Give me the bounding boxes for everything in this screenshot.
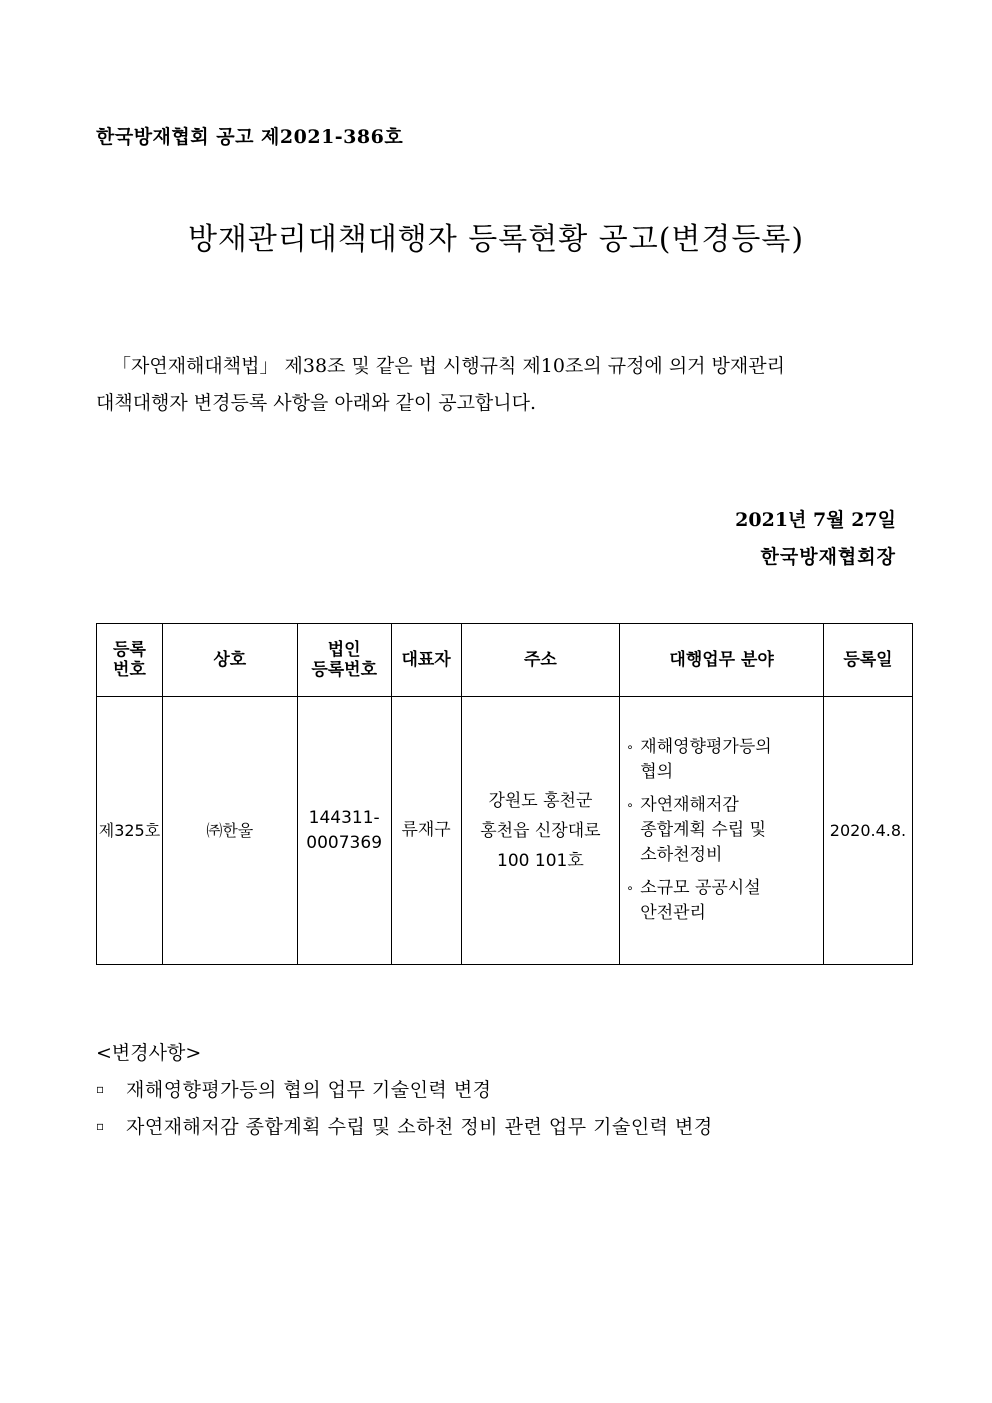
cell-reg-date: 2020.4.8.: [823, 697, 912, 965]
changes-section: [96, 1038, 713, 1149]
cell-reg-no: 제325호: [97, 697, 163, 965]
bullet-icon: ∘: [626, 881, 634, 895]
notice-date: 2021년 7월 27일: [735, 509, 896, 531]
square-bullet-icon: ▫: [96, 1081, 105, 1096]
bullet-icon: ∘: [626, 740, 634, 754]
header-ceo: 대표자: [391, 624, 461, 697]
table-header-row: [97, 624, 913, 697]
field-item: ∘ 자연재해저감 종합계획 수립 및 소하천정비: [626, 795, 767, 865]
table-row: [97, 697, 913, 965]
body-line-1: 「자연재해대책법」 제38조 및 같은 법 시행규칙 제10조의 규정에 의거 방재관리: [112, 355, 785, 377]
field-item: ∘ 소규모 공공시설 안전관리: [626, 878, 761, 923]
cell-fields: [620, 697, 824, 965]
list-item: [96, 1075, 713, 1102]
document-title: 방재관리대책대행자 등록현황 공고(변경등록): [187, 222, 805, 257]
bullet-icon: ∘: [626, 798, 634, 812]
registration-table: [96, 623, 913, 965]
changes-heading: <변경사항>: [96, 1042, 202, 1064]
field-item: ∘ 재해영향평가등의 협의: [626, 737, 772, 782]
header-field: 대행업무 분야: [620, 624, 824, 697]
list-item: [96, 1112, 713, 1139]
body-line-2: 대책대행자 변경등록 사항을 아래와 같이 공고합니다.: [96, 392, 537, 414]
issuer-name: 한국방재협회장: [760, 546, 896, 568]
header-reg-no: 등록 번호: [97, 624, 163, 697]
cell-corp-no: 144311- 0007369: [297, 697, 391, 965]
header-company: 상호: [162, 624, 297, 697]
cell-ceo: 류재구: [391, 697, 461, 965]
header-address: 주소: [461, 624, 620, 697]
cell-address: 강원도 홍천군 홍천읍 신장대로 100 101호: [461, 697, 620, 965]
body-paragraph: [96, 348, 896, 422]
cell-company: ㈜한울: [162, 697, 297, 965]
notice-number: 한국방재협회 공고 제2021-386호: [96, 126, 404, 148]
square-bullet-icon: ▫: [96, 1118, 105, 1133]
header-corp-no: 법인 등록번호: [297, 624, 391, 697]
change-text: 자연재해저감 종합계획 수립 및 소하천 정비 관련 업무 기술인력 변경: [126, 1116, 713, 1138]
header-reg-date: 등록일: [823, 624, 912, 697]
change-text: 재해영향평가등의 협의 업무 기술인력 변경: [126, 1079, 492, 1101]
